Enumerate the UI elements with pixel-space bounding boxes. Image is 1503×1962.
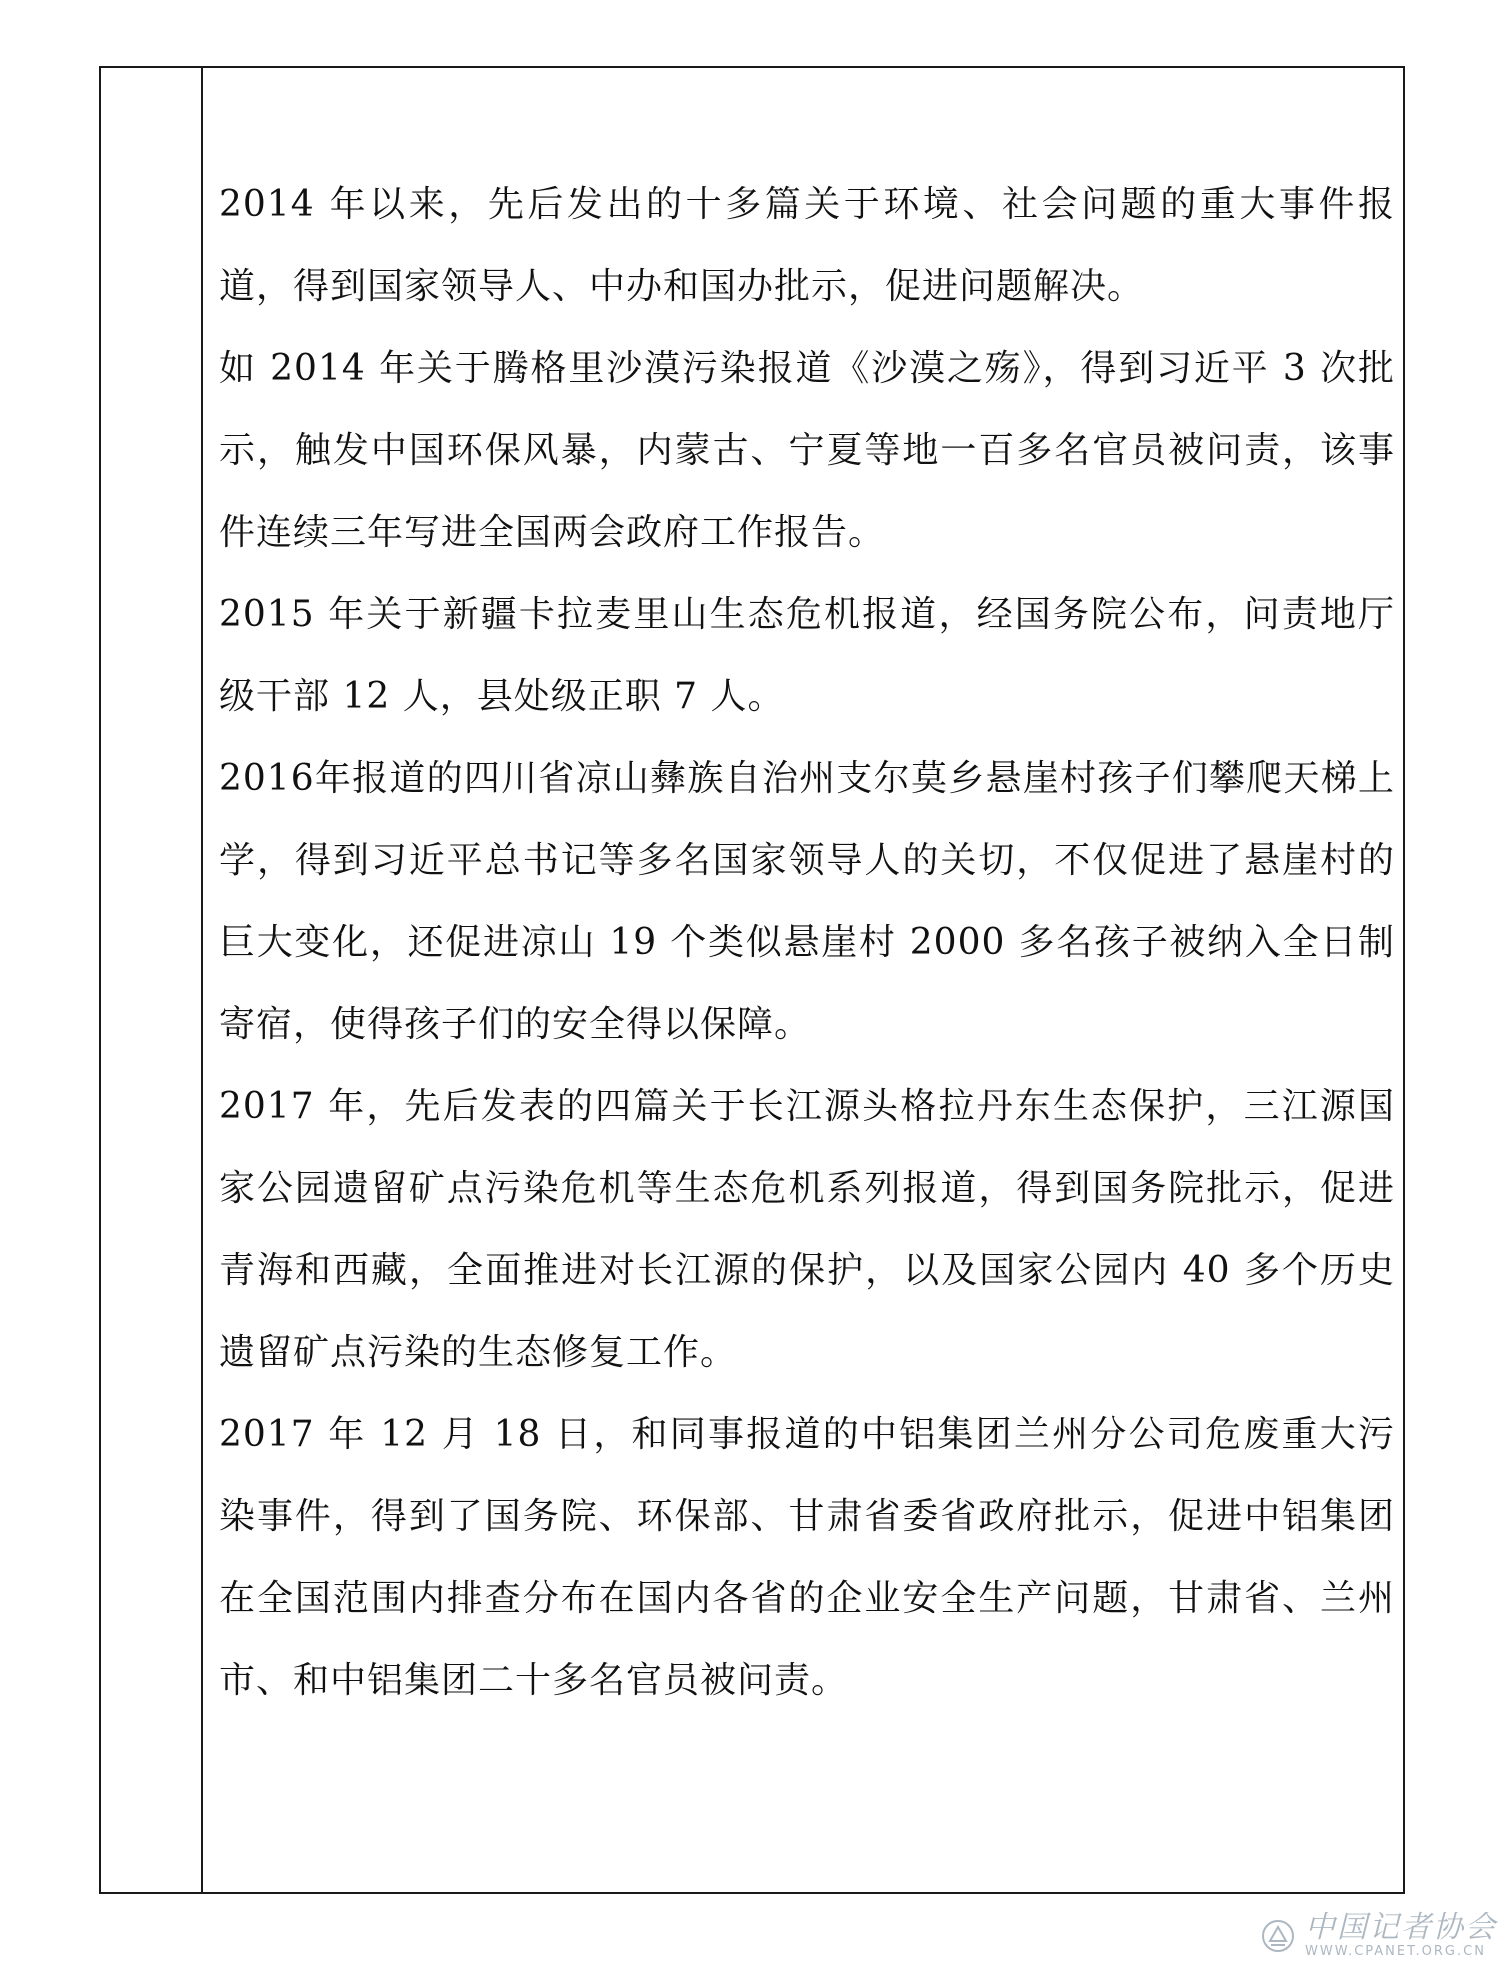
paragraph-yangtze-source: 2017 年，先后发表的四篇关于长江源头格拉丹东生态保护，三江源国家公园遗留矿点污染危机等生态危机系列报道，得到国务院批示，促进青海和西藏，全面推进对长江源的保护，以及国家公园内 40 多个历史遗留矿点污染的生态修复工作。 [219,1086,1395,1373]
watermark-url: WWW.CPANET.ORG.CN [1305,1944,1486,1959]
watermark [1261,1910,1497,1959]
document-table-frame [99,66,1405,1894]
paragraph-cliff-village: 2016年报道的四川省凉山彝族自治州支尔莫乡悬崖村孩子们攀爬天梯上学，得到习近平总书记等多名国家领导人的关切，不仅促进了悬崖村的巨大变化，还促进凉山 19 个类似悬崖村 2000 多名孩子被纳入全日制寄宿，使得孩子们的安全得以保障。 [219,758,1395,1045]
document-body [219,164,1395,1722]
paragraph-tengger-desert: 如 2014 年关于腾格里沙漠污染报道《沙漠之殇》，得到习近平 3 次批示，触发中国环保风暴，内蒙古、宁夏等地一百多名官员被问责，该事件连续三年写进全国两会政府工作报告。 [219,348,1395,553]
table-label-column [101,68,203,1892]
association-logo-icon [1261,1919,1295,1953]
paragraph-intro: 2014 年以来，先后发出的十多篇关于环境、社会问题的重大事件报道，得到国家领导人、中办和国办批示，促进问题解决。 [219,184,1395,307]
paragraph-kalamaili: 2015 年关于新疆卡拉麦里山生态危机报道，经国务院公布，问责地厅级干部 12 人，县处级正职 7 人。 [219,594,1395,717]
watermark-text: 中国记者协会 [1305,1910,1497,1945]
paragraph-chalco-lanzhou: 2017 年 12 月 18 日，和同事报道的中铝集团兰州分公司危废重大污染事件，得到了国务院、环保部、甘肃省委省政府批示，促进中铝集团在全国范围内排查分布在国内各省的企业安全生产问题，甘肃省、兰州市、和中铝集团二十多名官员被问责。 [219,1414,1395,1701]
